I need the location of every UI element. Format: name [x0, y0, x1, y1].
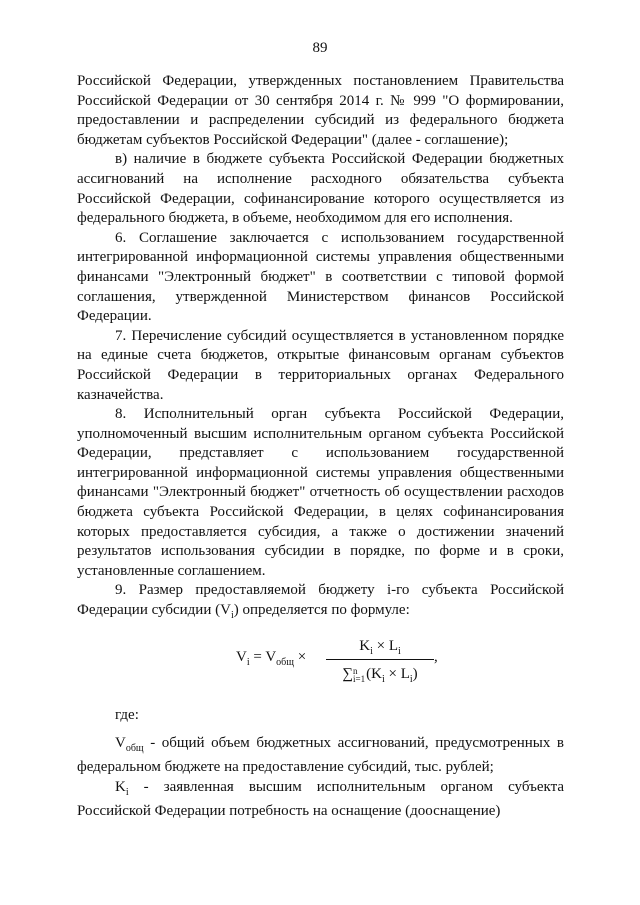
definition-k-i: $K_i$ - заявленная высшим исполнительным органом субъекта Российской Федерации потребность на оснащение (дооснащение)	[77, 778, 564, 820]
document-body	[77, 72, 564, 626]
definition-v-total: $V_{общ}$ - общий объем бюджетных ассигнований, предусмотренных в федеральном бюджете на предоставление субсидий, тыс. рублей;	[77, 734, 564, 776]
formula-denominator: ∑ n i=1 $(K_i \times L_i)$	[342, 665, 418, 685]
page-number: 89	[312, 40, 328, 56]
where-label: где:	[115, 707, 139, 723]
paragraph-continuation: Российской Федерации, утвержденных постановлением Правительства Российской Федерации от 30 сентября 2014 г. № 999 "О формировании, предоставлении и распределении субсидий из федерального бюджета бюджетам субъектов Российской Федерации" (далее - соглашение);	[77, 73, 564, 148]
paragraph-9: 9. Размер предоставляемой бюджету i-го субъекта Российской Федерации субсидии $(V_i)$ определяется по формуле:	[77, 582, 564, 622]
formula-comma: ,	[434, 649, 438, 665]
formula-fraction	[326, 636, 434, 685]
paragraph-8: 8. Исполнительный орган субъекта Российской Федерации, уполномоченный высшим исполнительным органом субъекта Российской Федерации, представляет с использованием государственной интегрированной информационной системы управления общественными финансами "Электронный бюджет" отчетность об осуществлении расходов бюджета субъекта Российской Федерации, в целях софинансирования которых предоставляется субсидия, а также о достижении значений результатов использования субсидии в порядке, по форме и в сроки, установленные соглашением.	[77, 406, 564, 579]
definitions-block	[77, 706, 564, 822]
paragraph-7: 7. Перечисление субсидий осуществляется в установленном порядке на единые счета бюджетов, открытые финансовым органам субъектов Российской Федерации в территориальных органах Федерального казначейства.	[77, 327, 564, 403]
fraction-bar	[326, 659, 434, 660]
formula-left-side: $V_i = V_{общ}$ ×	[236, 649, 307, 668]
paragraph-6: 6. Соглашение заключается с использованием государственной интегрированной информационной системы управления общественными финансами "Электронный бюджет" в соответствии с типовой формой соглашения, утвержденной Министерством финансов Российской Федерации.	[77, 229, 564, 325]
paragraph-item-v: в) наличие в бюджете субъекта Российской Федерации бюджетных ассигнований на исполнение расходного обязательства субъекта Российской Федерации, софинансирование которого осуществляется из федерального бюджета, в объеме, необходимом для его исполнения.	[77, 151, 564, 227]
formula-numerator: $K_i \times L_i$	[359, 638, 401, 657]
subsidy-formula	[236, 636, 436, 686]
